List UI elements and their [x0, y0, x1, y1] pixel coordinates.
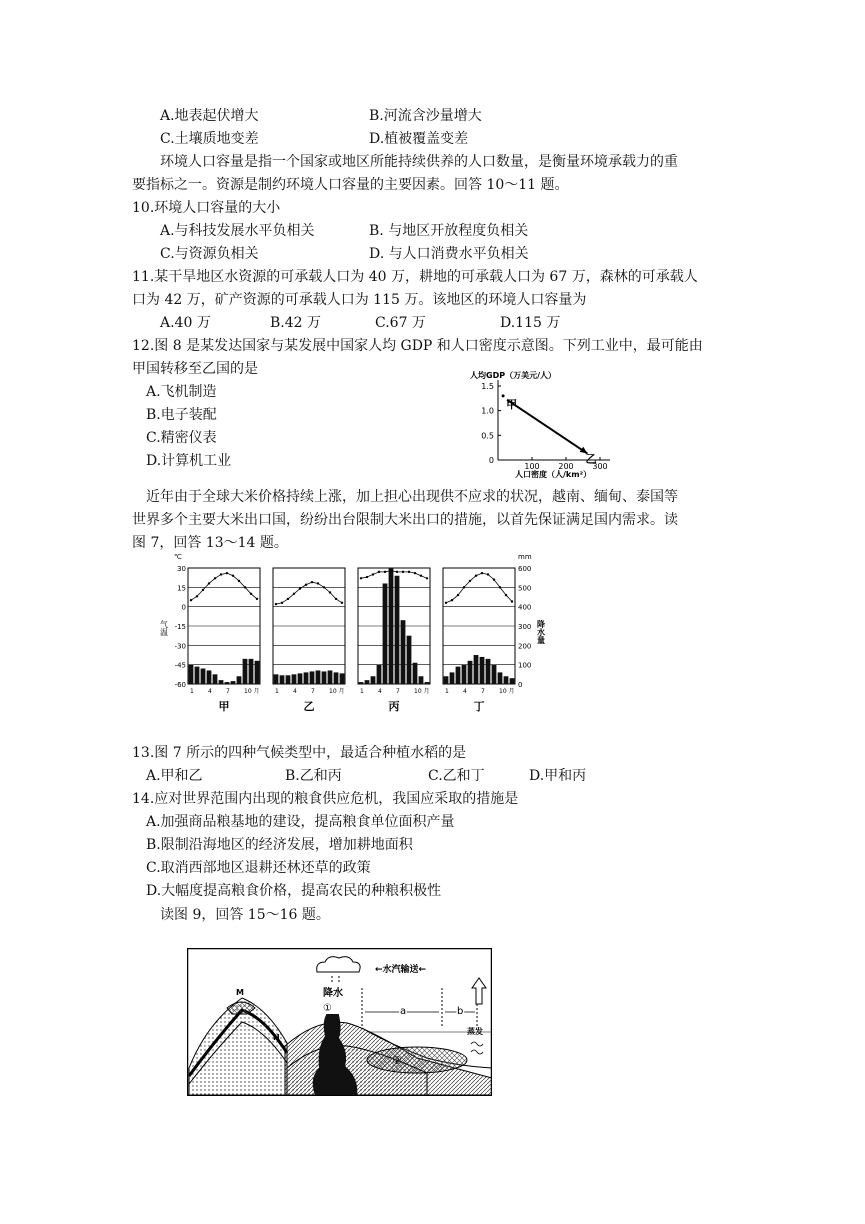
fig7-precip-bar	[243, 659, 248, 684]
fig7-temp-point	[287, 598, 289, 600]
fig7-precip-bar	[401, 620, 406, 684]
fig7-precip-bar	[498, 672, 503, 684]
q13-option-a: A.甲和乙	[146, 768, 203, 784]
fig9-label-a: a	[400, 1006, 407, 1017]
fig8-ytick-label: 0	[488, 456, 494, 465]
fig7-temp-point	[372, 573, 374, 575]
fig7-precip-bar	[213, 674, 218, 684]
fig7-temp-point	[305, 584, 307, 586]
q13-option-b: B.乙和丙	[285, 768, 342, 784]
fig7-precip-bar	[377, 665, 382, 684]
fig7-precip-bar	[340, 673, 345, 684]
fig7-precip-bar	[413, 663, 418, 684]
q9-option-d: D.植被覆盖变差	[369, 131, 469, 147]
fig8-ytick-label: 1.0	[481, 406, 494, 416]
fig9-label-2: ②	[392, 1054, 402, 1067]
fig7-precip-tick: 600	[518, 565, 532, 573]
fig9-vapor-label: ←水汽输送←	[375, 965, 427, 975]
fig7-panel-label: 乙	[303, 700, 315, 713]
fig7-month-tick: 10 月	[499, 688, 515, 695]
fig7-temp-tick: -45	[174, 661, 186, 670]
fig7-temp-point	[378, 571, 380, 573]
fig7-temp-point	[311, 581, 313, 583]
fig7-temp-point	[511, 600, 513, 602]
fig7-precip-bar	[395, 576, 400, 684]
fig7-precip-label: 降水量	[536, 620, 546, 644]
fig7-precip-bar	[328, 670, 333, 684]
fig7-precip-bar	[407, 636, 412, 684]
fig7-precip-tick: 400	[518, 603, 532, 612]
fig7-temp-tick: -15	[174, 623, 186, 631]
q10-option-a: A.与科技发展水平负相关	[160, 223, 315, 239]
q14-option-a: A.加强商品粮基地的建设，提高粮食单位面积产量	[146, 814, 455, 830]
fig9-rain-label: 降水	[323, 988, 343, 999]
q10-option-b: B. 与地区开放程度负相关	[369, 223, 529, 239]
intro-15-16: 读图 9，回答 15～16 题。	[160, 907, 330, 923]
fig7-temp-point	[335, 598, 337, 600]
fig8-ylabel: 人均GDP（万美元/人）	[470, 371, 556, 380]
q12-option-a: A.飞机制造	[146, 384, 217, 400]
fig8-xtick-label: 200	[558, 462, 574, 471]
fig7-temp-point	[493, 578, 495, 580]
fig7-temp-point	[256, 598, 258, 600]
fig7-precip-bar	[334, 672, 339, 684]
fig7-precip-bar	[419, 676, 424, 684]
fig7-precip-bar	[510, 678, 515, 684]
q11-option-c: C.67 万	[375, 315, 426, 331]
q12-option-c: C.精密仪表	[146, 430, 217, 446]
fig7-month-tick: 7	[311, 688, 315, 695]
fig7-precip-bar	[504, 676, 509, 684]
fig7-temp-point	[250, 593, 252, 595]
fig7-temp-tick: -30	[174, 642, 186, 651]
figure-9-water-cycle	[187, 948, 492, 1096]
fig7-temp-point	[469, 580, 471, 582]
q11-stem-line2: 口为 42 万，矿产资源的可承载人口为 115 万。该地区的环境人口容量为	[132, 292, 587, 308]
fig7-temp-tick: -60	[174, 681, 186, 689]
fig7-precip-bar	[237, 676, 242, 684]
fig7-precip-bar	[274, 674, 279, 684]
fig7-precip-bar	[450, 672, 455, 684]
fig7-temp-point	[499, 586, 501, 588]
fig7-temp-unit: ℃	[174, 553, 182, 561]
fig7-precip-bar	[280, 675, 285, 684]
fig7-temp-point	[208, 582, 210, 584]
fig7-temp-point	[426, 577, 428, 579]
fig7-temp-tick: 0	[181, 603, 186, 612]
q11-option-b: B.42 万	[270, 315, 322, 331]
intro-13-14-line3: 图 7，回答 13～14 题。	[132, 535, 288, 551]
fig7-precip-bar	[189, 665, 194, 684]
fig8-point-start	[502, 394, 505, 397]
intro-13-14-line1: 近年由于全球大米价格持续上涨，加上担心出现供不应求的状况，越南、缅甸、泰国等	[146, 489, 678, 505]
fig7-precip-bar	[492, 665, 497, 684]
fig9-label-n: N	[273, 1033, 280, 1042]
fig7-temp-tick: 15	[177, 584, 186, 593]
fig7-temp-point	[402, 571, 404, 573]
q10-option-d: D. 与人口消费水平负相关	[369, 246, 529, 262]
fig8-label-end: 乙	[585, 452, 597, 466]
fig7-temp-label: 气温	[160, 620, 169, 636]
fig7-temp-point	[481, 572, 483, 574]
fig7-temp-point	[360, 577, 362, 579]
fig9-label-b: b	[457, 1006, 464, 1017]
fig7-panel-label: 丁	[473, 700, 485, 713]
fig7-temp-point	[487, 573, 489, 575]
fig7-panel-label: 甲	[218, 700, 230, 713]
q13-stem: 13.图 7 所示的四种气候类型中，最适合种植水稻的是	[132, 745, 467, 761]
fig7-precip-bar	[359, 682, 364, 684]
q14-option-c: C.取消西部地区退耕还林还草的政策	[146, 860, 371, 876]
intro-13-14-line2: 世界多个主要大米出口国，纷纷出台限制大米出口的措施，以首先保证满足国内需求。读	[132, 512, 678, 528]
fig7-month-tick: 4	[463, 688, 467, 695]
fig7-precip-bar	[389, 568, 394, 684]
fig7-temp-point	[220, 573, 222, 575]
fig7-temp-point	[408, 571, 410, 573]
fig7-temp-point	[396, 571, 398, 573]
fig9-label-m: M	[236, 988, 244, 997]
intro-10-11-line1: 环境人口容量是指一个国家或地区所能持续供养的人口数量，是衡量环境承载力的重	[160, 154, 678, 170]
fig7-precip-bar	[310, 671, 315, 684]
fig7-precip-bar	[207, 670, 212, 684]
fig7-precip-bar	[316, 670, 321, 684]
fig7-temp-tick: 30	[177, 565, 186, 573]
fig7-precip-bar	[255, 661, 260, 684]
fig7-month-tick: 10 月	[329, 688, 345, 695]
q12-stem-line2: 甲国转移至乙国的是	[132, 361, 258, 377]
fig7-precip-bar	[195, 667, 200, 684]
fig7-precip-bar	[298, 673, 303, 684]
fig7-temp-point	[275, 603, 277, 605]
q13-option-c: C.乙和丁	[428, 768, 485, 784]
fig7-month-tick: 1	[275, 688, 279, 695]
fig7-temp-point	[329, 591, 331, 593]
q10-stem: 10.环境人口容量的大小	[132, 200, 281, 216]
fig7-temp-point	[214, 577, 216, 579]
fig7-precip-bar	[304, 672, 309, 684]
fig7-precip-bar	[480, 657, 485, 684]
fig7-temp-point	[293, 593, 295, 595]
fig7-temp-point	[244, 586, 246, 588]
fig8-xtick-label: 300	[592, 462, 608, 471]
fig7-temp-point	[445, 602, 447, 604]
fig7-precip-bar	[456, 667, 461, 684]
fig7-precip-tick: 500	[518, 584, 532, 593]
fig7-precip-tick: 200	[518, 642, 532, 651]
q12-stem-line1: 12.图 8 是某发达国家与某发展中国家人均 GDP 和人口密度示意图。下列工业中，最可能由	[132, 338, 703, 354]
fig7-precip-tick: 0	[518, 681, 523, 689]
q9-option-c: C.土壤质地变差	[160, 131, 259, 147]
fig7-month-tick: 7	[226, 688, 230, 695]
fig7-temp-point	[451, 599, 453, 601]
fig7-temp-point	[341, 602, 343, 604]
q12-option-d: D.计算机工业	[146, 453, 232, 469]
fig7-temp-point	[226, 572, 228, 574]
fig7-temp-point	[505, 594, 507, 596]
fig7-precip-bar	[201, 669, 206, 684]
q10-option-c: C.与资源负相关	[160, 246, 259, 262]
fig7-month-tick: 4	[293, 688, 297, 695]
fig7-precip-bar	[322, 671, 327, 684]
fig7-precip-tick: 300	[518, 623, 532, 631]
fig7-precip-bar	[249, 659, 254, 684]
fig7-temp-point	[463, 586, 465, 588]
fig7-month-tick: 10 月	[244, 688, 260, 695]
fig7-precip-bar	[425, 682, 430, 684]
q11-stem-line1: 11.某干旱地区水资源的可承载人口为 40 万，耕地的可承载人口为 67 万，森林的可承载人	[132, 269, 698, 285]
fig7-month-tick: 7	[481, 688, 485, 695]
fig7-temp-point	[238, 580, 240, 582]
fig7-temp-point	[232, 575, 234, 577]
fig7-temp-point	[390, 569, 392, 571]
fig7-precip-tick: 100	[518, 661, 532, 670]
fig7-month-tick: 1	[445, 688, 449, 695]
fig7-temp-point	[202, 589, 204, 591]
q11-option-a: A.40 万	[160, 315, 211, 331]
fig7-precip-bar	[231, 681, 236, 684]
fig7-temp-point	[457, 594, 459, 596]
fig7-precip-bar	[286, 675, 291, 684]
fig8-ytick-label: 1.5	[481, 382, 494, 391]
fig7-month-tick: 4	[378, 688, 382, 695]
figure-8-gdp-density	[460, 366, 620, 481]
q9-option-b: B.河流含沙量增大	[369, 108, 482, 124]
figure-7-climate-charts	[160, 550, 550, 715]
fig7-temp-point	[317, 582, 319, 584]
fig9-circle-1: ①	[323, 1003, 332, 1014]
fig7-month-tick: 1	[190, 688, 194, 695]
fig7-precip-bar	[219, 680, 224, 684]
fig7-precip-bar	[474, 655, 479, 684]
fig7-temp-point	[196, 595, 198, 597]
fig7-precip-bar	[486, 659, 491, 684]
q14-option-b: B.限制沿海地区的经济发展，增加耕地面积	[146, 837, 413, 853]
intro-10-11-line2: 要指标之一。资源是制约环境人口容量的主要因素。回答 10～11 题。	[132, 177, 569, 193]
fig7-month-tick: 10 月	[414, 688, 430, 695]
fig7-precip-bar	[225, 682, 230, 684]
fig7-temp-point	[299, 587, 301, 589]
fig7-temp-point	[384, 571, 386, 573]
fig9-sediment	[367, 1047, 467, 1073]
fig7-precip-bar	[365, 680, 370, 684]
fig7-precip-bar	[468, 661, 473, 684]
fig8-trend-line	[506, 397, 587, 454]
fig7-temp-point	[475, 575, 477, 577]
q14-option-d: D.大幅度提高粮食价格，提高农民的种粮积极性	[146, 883, 442, 899]
fig8-label-start: 甲	[506, 397, 518, 411]
fig7-precip-bar	[383, 583, 388, 684]
q11-option-d: D.115 万	[500, 315, 561, 331]
fig7-temp-point	[281, 602, 283, 604]
q13-option-d: D.甲和丙	[529, 768, 587, 784]
fig7-month-tick: 7	[396, 688, 400, 695]
fig8-ytick-label: 0.5	[481, 431, 494, 441]
fig7-temp-point	[414, 572, 416, 574]
fig7-precip-bar	[292, 674, 297, 684]
fig8-xlabel: 人口密度（人/km²）	[515, 470, 592, 479]
fig8-xtick-label: 100	[524, 462, 540, 471]
q12-option-b: B.电子装配	[146, 407, 217, 423]
fig7-precip-bar	[371, 676, 376, 684]
q14-stem: 14.应对世界范围内出现的粮食供应危机，我国应采取的措施是	[132, 791, 519, 807]
fig7-temp-point	[366, 576, 368, 578]
fig7-temp-point	[190, 599, 192, 601]
q9-option-a: A.地表起伏增大	[160, 108, 259, 124]
fig7-temp-point	[323, 586, 325, 588]
fig7-month-tick: 1	[360, 688, 364, 695]
fig9-evap-label: 蒸发	[467, 1027, 483, 1036]
fig7-panel-label: 丙	[388, 700, 400, 713]
fig7-precip-bar	[444, 676, 449, 684]
fig7-month-tick: 4	[208, 688, 212, 695]
fig7-precip-unit: mm	[518, 553, 532, 561]
fig7-precip-bar	[462, 665, 467, 684]
fig7-temp-point	[420, 575, 422, 577]
